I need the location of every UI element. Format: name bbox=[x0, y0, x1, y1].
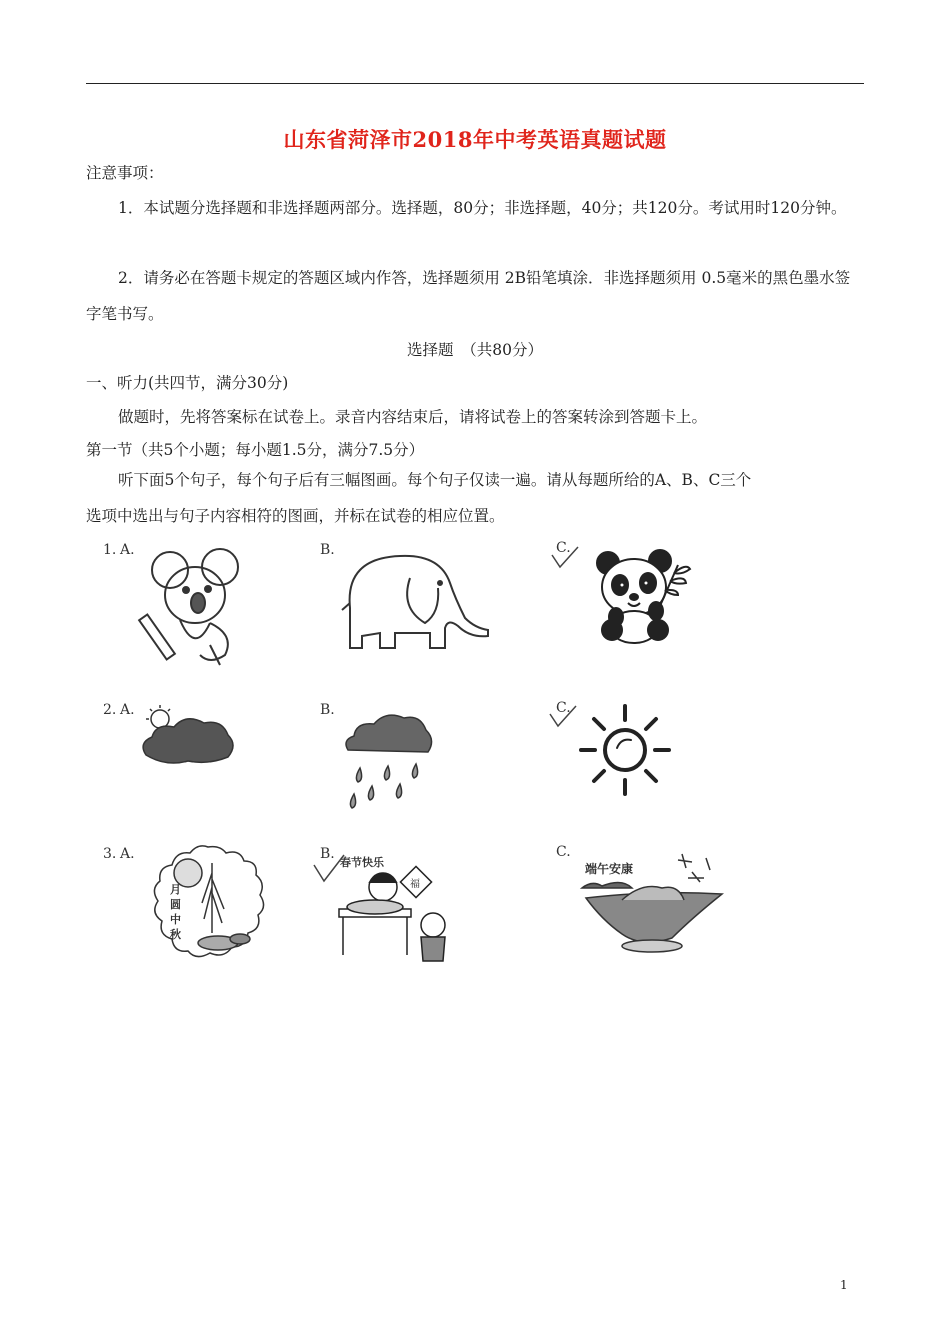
check-mark-icon bbox=[548, 704, 578, 729]
option-label: C. bbox=[556, 700, 571, 716]
option-label: B. bbox=[320, 702, 335, 718]
rain-icon bbox=[342, 708, 437, 813]
dragon-boat-icon bbox=[582, 848, 727, 958]
spring-festival-icon bbox=[335, 865, 455, 965]
note-item-1: 1．本试题分选择题和非选择题两部分。选择题，80分；非选择题，40分；共120分。考试用时120分钟。 bbox=[118, 199, 847, 217]
option-label: B. bbox=[320, 846, 335, 862]
panda-icon bbox=[590, 545, 690, 645]
cloudy-icon bbox=[138, 705, 238, 775]
sub1-heading: 第一节（共5个小题；每小题1.5分，满分7.5分） bbox=[86, 441, 425, 459]
option-label: C. bbox=[556, 540, 571, 556]
mid-autumn-icon bbox=[148, 843, 268, 963]
mid-autumn-caption: 月圆中秋 bbox=[170, 883, 181, 941]
elephant-icon bbox=[340, 548, 490, 658]
page-title: 山东省菏泽市2018年中考英语真题试题 bbox=[283, 127, 667, 152]
option-label: A. bbox=[120, 542, 135, 558]
sub1-instructions: 听下面5个句子，每个句子后有三幅图画。每个句子仅读一遍。请从每题所给的A、B、C三个选项中选出与句子内容相符的图画，并标在试卷的相应位置。 bbox=[86, 471, 752, 525]
section-heading: 选择题 （共80分） bbox=[407, 341, 543, 359]
svg-text:福: 福 bbox=[410, 879, 420, 890]
option-label: A. bbox=[120, 702, 135, 718]
check-mark-icon bbox=[550, 545, 580, 570]
spring-festival-caption: 春节快乐 bbox=[340, 856, 384, 869]
header-rule bbox=[86, 83, 864, 84]
option-label: B. bbox=[320, 542, 335, 558]
notes-heading: 注意事项： bbox=[86, 164, 164, 182]
sun-icon bbox=[577, 700, 673, 800]
option-label: C. bbox=[556, 844, 571, 860]
dragon-boat-caption: 端午安康 bbox=[585, 862, 634, 876]
question-number: 1. bbox=[103, 542, 117, 558]
note-item-2: 2．请务必在答题卡规定的答题区域内作答，选择题须用 2B铅笔填涂．非选择题须用 0.5毫米的黑色墨水签字笔书写。 bbox=[86, 269, 851, 323]
page-number: 1 bbox=[840, 1278, 848, 1292]
part1-instructions: 做题时，先将答案标在试卷上。录音内容结束后，请将试卷上的答案转涂到答题卡上。 bbox=[118, 408, 708, 426]
koala-icon bbox=[140, 545, 250, 670]
part1-heading: 一、听力(共四节，满分30分) bbox=[86, 374, 289, 392]
question-number: 3. bbox=[103, 846, 117, 862]
question-number: 2. bbox=[103, 702, 117, 718]
option-label: A. bbox=[120, 846, 135, 862]
